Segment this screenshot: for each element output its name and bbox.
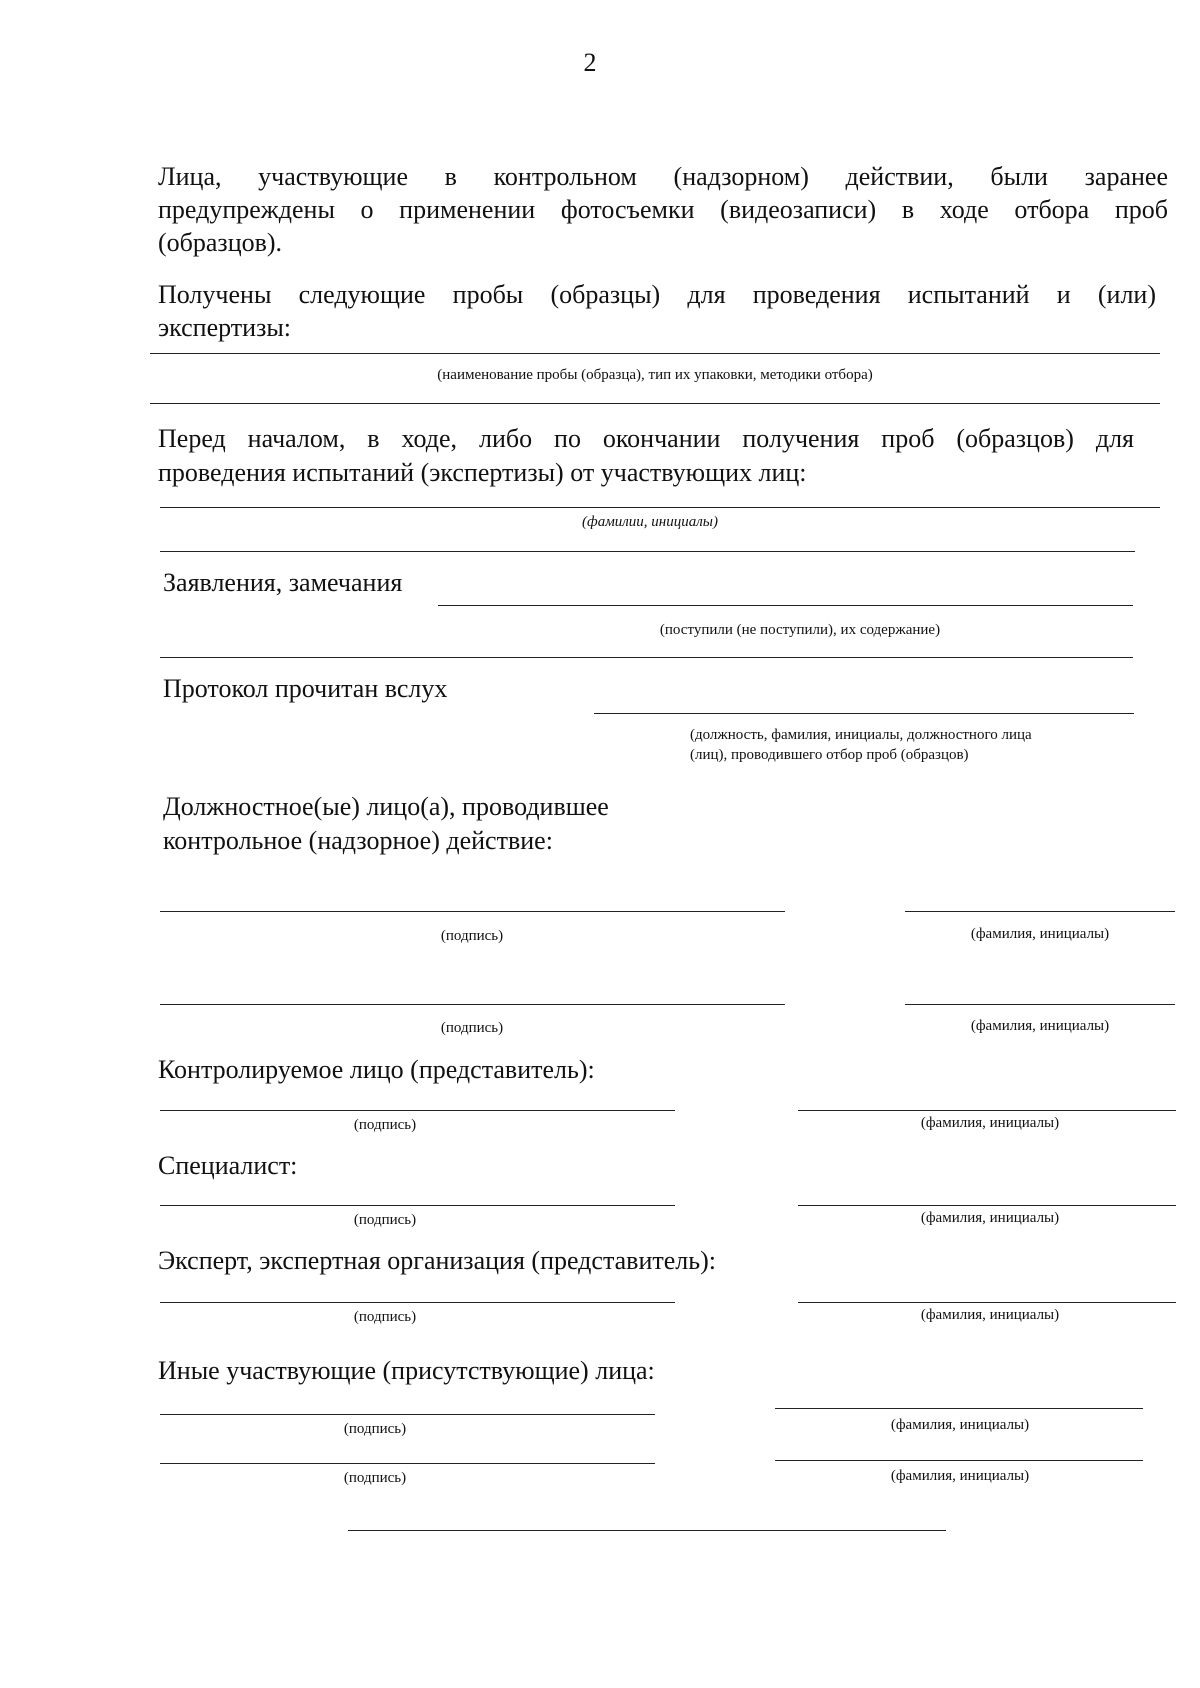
participants-caption: (фамилии, инициалы) bbox=[582, 514, 718, 530]
other1-signature-line bbox=[160, 1414, 655, 1415]
specialist-name-line bbox=[798, 1205, 1176, 1206]
specialist-signature-caption: (подпись) bbox=[353, 1212, 417, 1228]
samples-fill-line bbox=[150, 353, 1160, 354]
other2-name-caption: (фамилия, инициалы) bbox=[890, 1468, 1030, 1484]
official2-signature-line bbox=[160, 1004, 785, 1005]
official2-signature-caption: (подпись) bbox=[440, 1020, 504, 1036]
other2-signature-line bbox=[160, 1463, 655, 1464]
other1-name-line bbox=[775, 1408, 1143, 1409]
other2-name-line bbox=[775, 1460, 1143, 1461]
page-number: 2 bbox=[583, 48, 597, 77]
official1-name-line bbox=[905, 911, 1175, 912]
participants-fill-line bbox=[160, 507, 1160, 508]
protocol-caption-line2: (лиц), проводившего отбор проб (образцов) bbox=[690, 747, 969, 763]
controlled-person-name-caption: (фамилия, инициалы) bbox=[920, 1115, 1060, 1131]
expert-signature-line bbox=[160, 1302, 675, 1303]
expert-name-caption: (фамилия, инициалы) bbox=[920, 1307, 1060, 1323]
controlled-person-name-line bbox=[798, 1110, 1176, 1111]
statements-fill-line-2 bbox=[160, 657, 1133, 658]
official2-name-line bbox=[905, 1004, 1175, 1005]
para1-line1: Лица, участвующие в контрольном (надзорном) действии, были заранее bbox=[158, 162, 1168, 191]
expert-heading: Эксперт, экспертная организация (представитель): bbox=[158, 1246, 716, 1275]
para3-line2: проведения испытаний (экспертизы) от участвующих лиц: bbox=[158, 458, 807, 487]
protocol-fill-line bbox=[594, 713, 1134, 714]
other2-signature-caption: (подпись) bbox=[343, 1470, 407, 1486]
officials-heading-line2: контрольное (надзорное) действие: bbox=[163, 826, 553, 855]
official1-name-caption: (фамилия, инициалы) bbox=[970, 926, 1110, 942]
official1-signature-line bbox=[160, 911, 785, 912]
officials-heading-line1: Должностное(ые) лицо(а), проводившее bbox=[163, 792, 609, 821]
statements-fill-line bbox=[438, 605, 1133, 606]
specialist-heading: Специалист: bbox=[158, 1151, 298, 1180]
samples-fill-line-2 bbox=[150, 403, 1160, 404]
other1-name-caption: (фамилия, инициалы) bbox=[890, 1417, 1030, 1433]
para1-line3: (образцов). bbox=[158, 228, 283, 257]
para2-line2: экспертизы: bbox=[158, 313, 292, 342]
protocol-label: Протокол прочитан вслух bbox=[163, 674, 448, 703]
controlled-person-signature-caption: (подпись) bbox=[353, 1117, 417, 1133]
others-heading: Иные участвующие (присутствующие) лица: bbox=[158, 1356, 655, 1385]
controlled-person-heading: Контролируемое лицо (представитель): bbox=[158, 1055, 595, 1084]
specialist-name-caption: (фамилия, инициалы) bbox=[920, 1210, 1060, 1226]
other1-signature-caption: (подпись) bbox=[343, 1421, 407, 1437]
para1-line2: предупреждены о применении фотосъемки (видеозаписи) в ходе отбора проб bbox=[158, 195, 1168, 224]
closing-separator-line bbox=[348, 1530, 946, 1531]
protocol-caption-line1: (должность, фамилия, инициалы, должностного лица bbox=[690, 727, 1032, 743]
specialist-signature-line bbox=[160, 1205, 675, 1206]
samples-caption: (наименование пробы (образца), тип их упаковки, методики отбора) bbox=[437, 367, 873, 383]
controlled-person-signature-line bbox=[160, 1110, 675, 1111]
statements-caption: (поступили (не поступили), их содержание) bbox=[659, 622, 941, 638]
official2-name-caption: (фамилия, инициалы) bbox=[970, 1018, 1110, 1034]
expert-name-line bbox=[798, 1302, 1176, 1303]
expert-signature-caption: (подпись) bbox=[353, 1309, 417, 1325]
statements-label: Заявления, замечания bbox=[163, 568, 403, 597]
para2-line1: Получены следующие пробы (образцы) для проведения испытаний и (или) bbox=[158, 280, 1156, 309]
participants-fill-line-2 bbox=[160, 551, 1135, 552]
official1-signature-caption: (подпись) bbox=[440, 928, 504, 944]
para3-line1: Перед началом, в ходе, либо по окончании получения проб (образцов) для bbox=[158, 424, 1134, 453]
